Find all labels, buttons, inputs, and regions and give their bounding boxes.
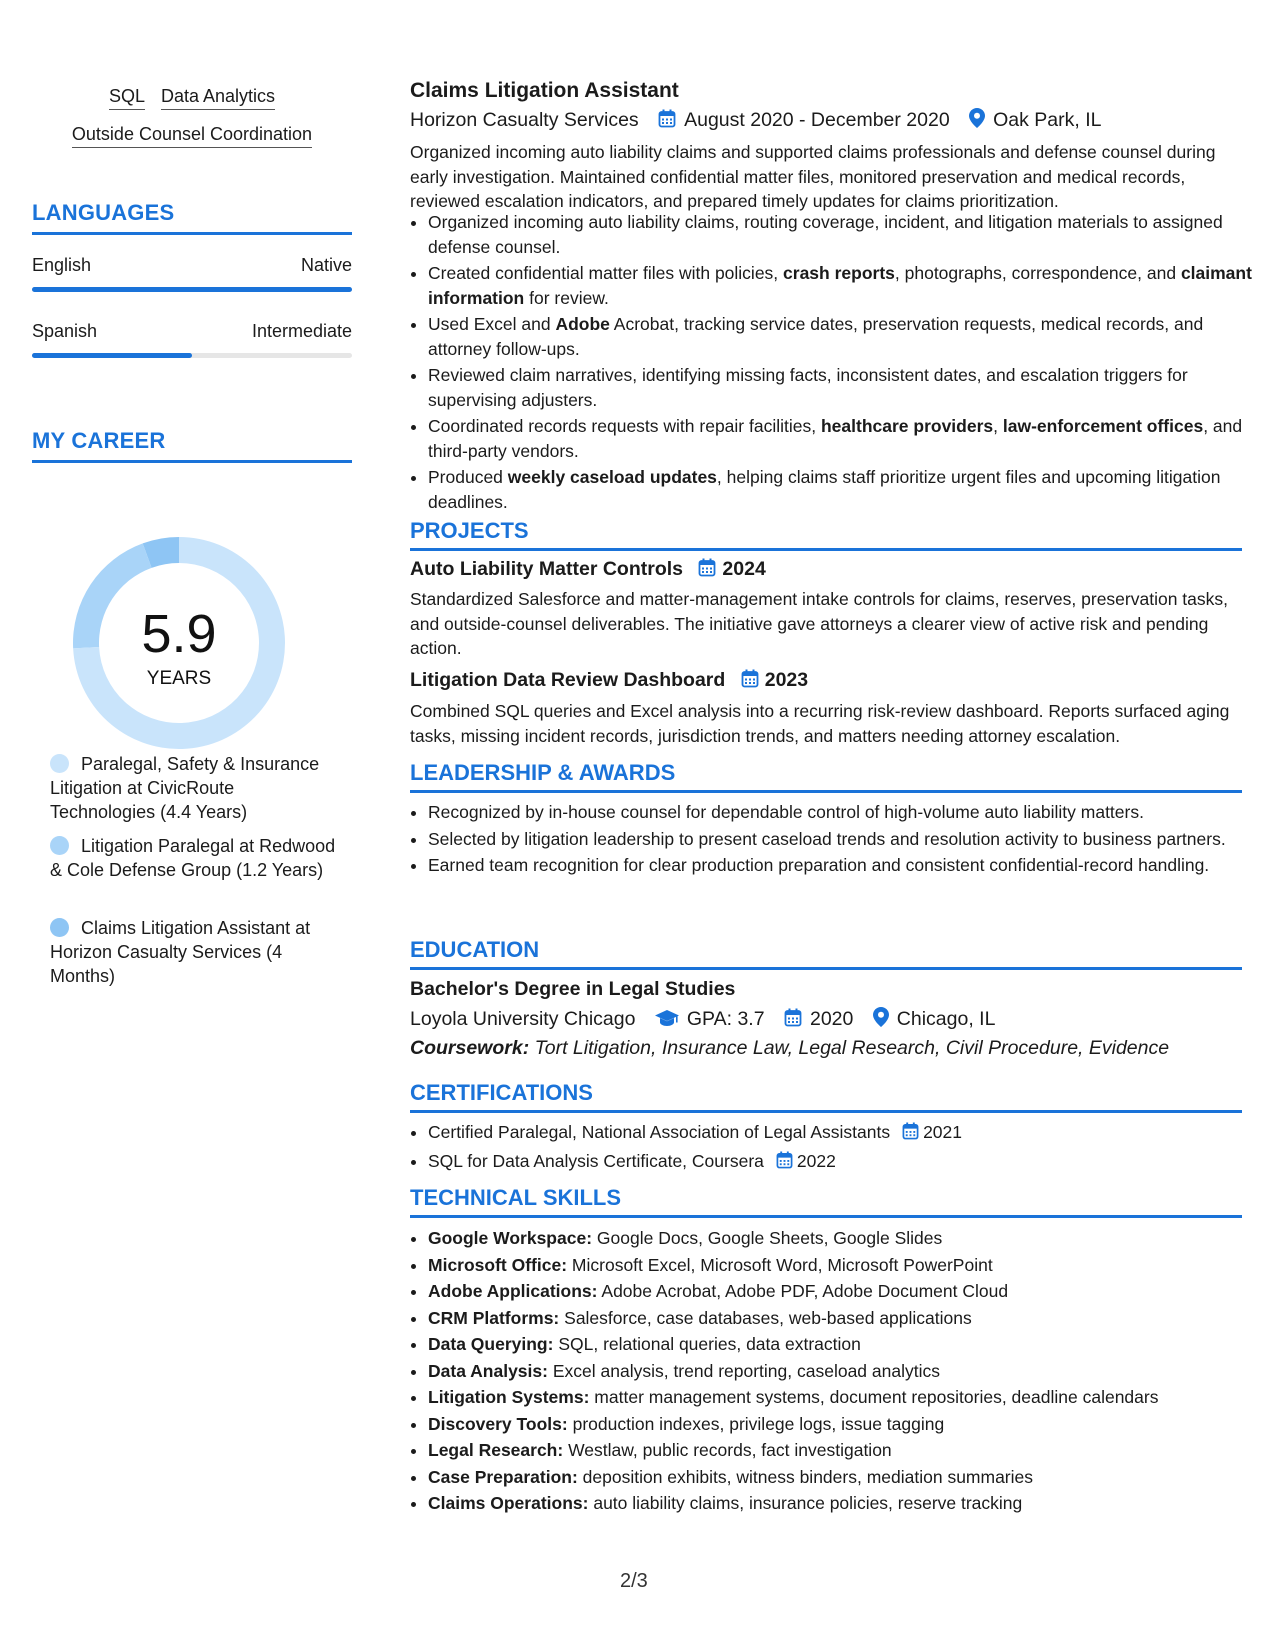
list-item: • Adobe Applications: Adobe Acrobat, Adobe PDF, Adobe Document Cloud — [428, 1279, 1260, 1304]
project-title: Litigation Data Review Dashboard — [410, 669, 726, 691]
language-proficiency-fill — [32, 353, 192, 358]
career-legend-item — [50, 834, 340, 882]
calendar-icon — [658, 109, 676, 134]
project-description: Combined SQL queries and Excel analysis into a recurring risk-review dashboard. Reports surfaced aging tasks, missing incident records, jurisdiction trends, and matters needing attorney escalation. — [410, 701, 1230, 746]
list-item: • Google Workspace: Google Docs, Google Sheets, Google Slides — [428, 1226, 1260, 1251]
legend-label: Litigation Paralegal at Redwood & Cole Defense Group (1.2 Years) — [50, 836, 336, 880]
donut-segment — [73, 543, 152, 648]
gpa: GPA: 3.7 — [686, 1008, 765, 1030]
certifications-heading: CERTIFICATIONS — [410, 1080, 1242, 1113]
project-description: Standardized Salesforce and matter-management intake controls for claims, reserves, preservation tasks, and outside-counsel deliverables. The initiative gave attorneys a clearer view of active risk and pending action. — [410, 589, 1229, 658]
job-dates: August 2020 - December 2020 — [684, 109, 950, 131]
calendar-icon — [741, 669, 759, 694]
list-item: • Produced weekly caseload updates, helping claims staff prioritize urgent files and upcoming litigation deadlines. — [428, 465, 1260, 514]
education-heading: EDUCATION — [410, 937, 1242, 970]
project-title: Auto Liability Matter Controls — [410, 558, 683, 580]
technical-skills-heading: TECHNICAL SKILLS — [410, 1185, 1242, 1218]
legend-dot — [50, 754, 69, 773]
language-proficiency-fill — [32, 287, 352, 292]
coursework-list: Tort Litigation, Insurance Law, Legal Research, Civil Procedure, Evidence — [534, 1037, 1170, 1059]
job-meta — [410, 108, 1242, 134]
career-heading: MY CAREER — [32, 428, 352, 463]
career-legend-item — [50, 916, 340, 988]
coursework — [410, 1037, 1242, 1060]
degree: Bachelor's Degree in Legal Studies — [410, 978, 736, 1000]
list-item: • Microsoft Office: Microsoft Excel, Microsoft Word, Microsoft PowerPoint — [428, 1253, 1260, 1278]
list-item: • Used Excel and Adobe Acrobat, tracking service dates, preservation requests, medical records, and attorney follow-ups. — [428, 312, 1260, 361]
leadership-heading: LEADERSHIP & AWARDS — [410, 760, 1242, 793]
calendar-icon — [698, 558, 716, 583]
page-number: 2/3 — [620, 1570, 648, 1592]
language-name: Spanish — [32, 321, 98, 341]
list-item: • Coordinated records requests with repair facilities, healthcare providers, law-enforcement offices, and third-party vendors. — [428, 414, 1260, 463]
job-summary: Organized incoming auto liability claims and supported claims professionals and defense counsel during early investigation. Maintained confidential matter files, monitored preservation and medical records, reviewed escalation indicators, and prepared timely updates for claims prioritization. — [410, 142, 1216, 211]
location-pin-icon — [873, 1007, 889, 1033]
certifications-list — [410, 1120, 1260, 1177]
location-pin-icon — [969, 108, 985, 134]
job-title: Claims Litigation Assistant — [410, 79, 679, 102]
career-donut-chart — [64, 528, 294, 758]
language-name: English — [32, 255, 92, 275]
career-unit: YEARS — [146, 668, 212, 689]
career-legend-item — [50, 752, 340, 824]
skill-tag: Outside Counsel Coordination — [72, 124, 312, 148]
language-level: Intermediate — [251, 321, 352, 341]
list-item: • Earned team recognition for clear production preparation and consistent confidential-record handling. — [428, 853, 1260, 878]
education-meta — [410, 1007, 1242, 1033]
projects-heading: PROJECTS — [410, 518, 1242, 551]
technical-skills-list — [410, 1226, 1260, 1518]
skill-tag: Data Analytics — [161, 86, 275, 110]
list-item: • Case Preparation: deposition exhibits, witness binders, mediation summaries — [428, 1465, 1260, 1490]
coursework-label: Coursework: — [410, 1037, 530, 1059]
languages-heading: LANGUAGES — [32, 200, 352, 235]
project-year: 2023 — [764, 669, 809, 691]
career-total: 5.9 — [141, 604, 217, 664]
list-item: • Recognized by in-house counsel for dependable control of high-volume auto liability matters. — [428, 800, 1260, 825]
list-item: • Litigation Systems: matter management systems, document repositories, deadline calendars — [428, 1385, 1260, 1410]
list-item: • Created confidential matter files with policies, crash reports, photographs, correspondence, and claimant information for review. — [428, 261, 1260, 310]
list-item: • Data Querying: SQL, relational queries, data extraction — [428, 1332, 1260, 1357]
calendar-icon — [784, 1008, 802, 1033]
list-item: • Selected by litigation leadership to present caseload trends and resolution activity to business partners. — [428, 827, 1260, 852]
school-name: Loyola University Chicago — [410, 1008, 636, 1030]
calendar-icon — [776, 1151, 793, 1176]
legend-dot — [50, 836, 69, 855]
project-title-line — [410, 558, 1242, 583]
list-item: • CRM Platforms: Salesforce, case databases, web-based applications — [428, 1306, 1260, 1331]
list-item: • Reviewed claim narratives, identifying missing facts, inconsistent dates, and escalation triggers for supervising adjusters. — [428, 363, 1260, 412]
skills-tags — [32, 86, 352, 162]
list-item: • Claims Operations: auto liability claims, insurance policies, reserve tracking — [428, 1491, 1260, 1516]
project-title-line — [410, 669, 1242, 694]
legend-label: Paralegal, Safety & Insurance Litigation at CivicRoute Technologies (4.4 Years) — [50, 754, 320, 822]
list-item: • Organized incoming auto liability claims, routing coverage, incident, and litigation materials to assigned defense counsel. — [428, 210, 1260, 259]
calendar-icon — [902, 1122, 919, 1147]
job-bullets — [410, 210, 1260, 516]
language-proficiency-bar — [32, 287, 352, 292]
list-item: • Legal Research: Westlaw, public records, fact investigation — [428, 1438, 1260, 1463]
company-name: Horizon Casualty Services — [410, 109, 639, 131]
legend-dot — [50, 918, 69, 937]
list-item: • Discovery Tools: production indexes, privilege logs, issue tagging — [428, 1412, 1260, 1437]
skill-tag: SQL — [109, 86, 145, 110]
list-item: • Data Analysis: Excel analysis, trend reporting, caseload analytics — [428, 1359, 1260, 1384]
language-level: Native — [300, 255, 352, 275]
leadership-bullets — [410, 800, 1260, 880]
language-proficiency-bar — [32, 353, 352, 358]
job-location: Oak Park, IL — [993, 109, 1102, 131]
education-location: Chicago, IL — [896, 1008, 996, 1030]
graduation-cap-icon — [655, 1009, 679, 1033]
project-year: 2024 — [722, 558, 766, 580]
list-item: • Certified Paralegal, National Association of Legal Assistants 2021 — [428, 1120, 1260, 1147]
graduation-year: 2020 — [809, 1008, 854, 1030]
legend-label: Claims Litigation Assistant at Horizon Casualty Services (4 Months) — [50, 918, 311, 986]
list-item: • SQL for Data Analysis Certificate, Coursera 2022 — [428, 1149, 1260, 1176]
